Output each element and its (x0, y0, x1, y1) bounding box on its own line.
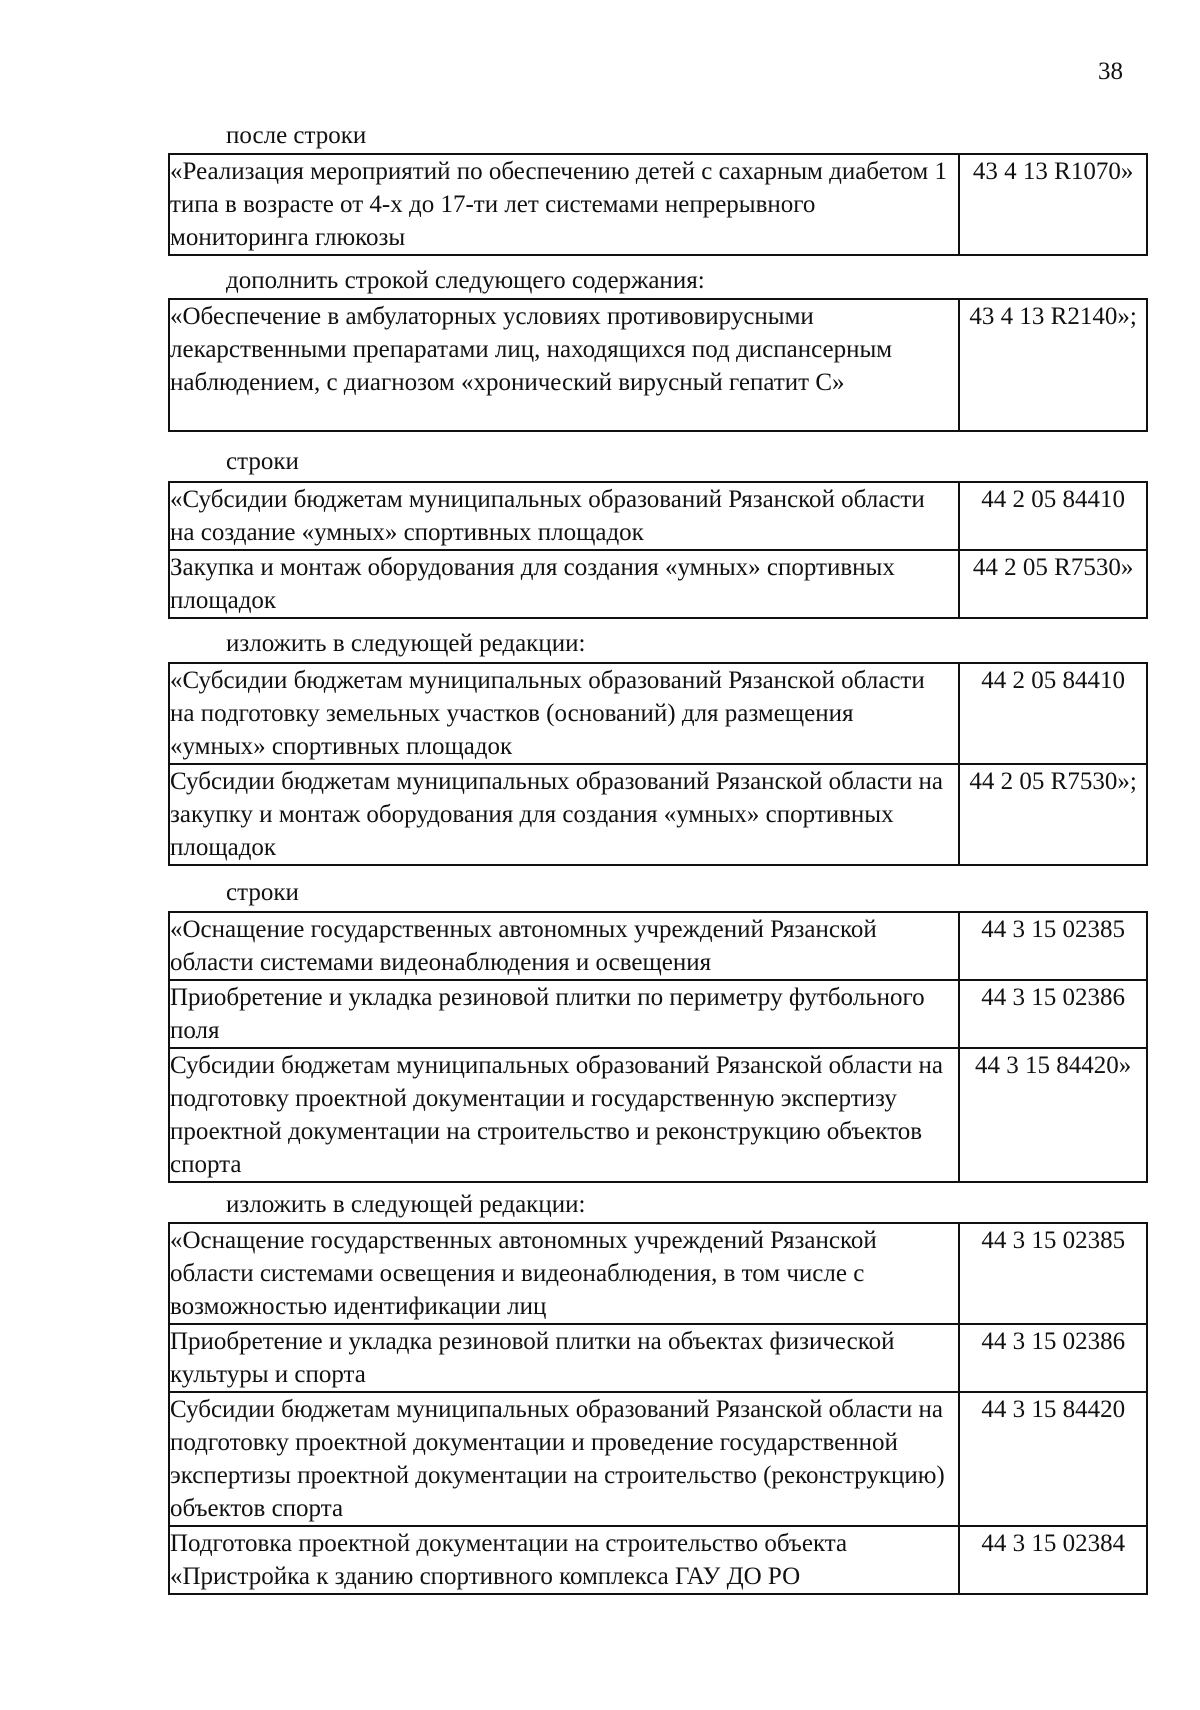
row-description: Закупка и монтаж оборудования для создания «умных» спортивных площадок (169, 550, 959, 618)
row-code: 44 3 15 02385 (959, 912, 1147, 980)
row-description: Субсидии бюджетам муниципальных образований Рязанской области на закупку и монтаж оборудования для создания «умных» спортивных площадок (169, 764, 959, 865)
row-code: 44 3 15 02386 (959, 980, 1147, 1048)
row-description: «Оснащение государственных автономных учреждений Рязанской области системами освещения и видеонаблюдения, в том числе с возможностью идентификации лиц (169, 1223, 959, 1324)
row-code: 44 3 15 02385 (959, 1223, 1147, 1324)
row-code: 44 3 15 84420» (959, 1048, 1147, 1182)
row-description: Субсидии бюджетам муниципальных образований Рязанской области на подготовку проектной документации и проведение государственной экспертизы проектной документации на строительство (реконструкцию) объектов спорта (169, 1392, 959, 1526)
amendment-table (168, 1222, 1148, 1595)
table-row (169, 550, 1147, 618)
intro-text: изложить в следующей редакции: (226, 1191, 586, 1218)
row-description: «Оснащение государственных автономных учреждений Рязанской области системами видеонаблюдения и освещения (169, 912, 959, 980)
row-description: «Обеспечение в амбулаторных условиях противовирусными лекарственными препаратами лиц, находящихся под диспансерным наблюдением, с диагнозом «хронический вирусный гепатит С» (169, 299, 959, 431)
row-code: 44 3 15 84420 (959, 1392, 1147, 1526)
row-description: «Реализация мероприятий по обеспечению детей с сахарным диабетом 1 типа в возрасте от 4-х до 17-ти лет системами непрерывного мониторинга глюкозы (169, 154, 959, 255)
row-code: 44 3 15 02384 (959, 1526, 1147, 1594)
intro-text: дополнить строкой следующего содержания: (226, 267, 705, 294)
row-code: 44 2 05 84410 (959, 663, 1147, 764)
row-description: Субсидии бюджетам муниципальных образований Рязанской области на подготовку проектной документации и государственную экспертизу проектной документации на строительство и реконструкцию объектов спорта (169, 1048, 959, 1182)
amendment-table (168, 481, 1148, 619)
table-row (169, 1048, 1147, 1182)
row-description: Приобретение и укладка резиновой плитки по периметру футбольного поля (169, 980, 959, 1048)
page-number: 38 (1098, 58, 1123, 85)
table-row (169, 912, 1147, 980)
amendment-table (168, 911, 1148, 1183)
table-row (169, 764, 1147, 865)
row-code: 44 2 05 84410 (959, 482, 1147, 550)
row-description: «Субсидии бюджетам муниципальных образований Рязанской области на подготовку земельных участков (оснований) для размещения «умных» спортивных площадок (169, 663, 959, 764)
table-row (169, 299, 1147, 431)
row-code: 44 3 15 02386 (959, 1324, 1147, 1392)
table-row (169, 980, 1147, 1048)
intro-text: строки (226, 448, 299, 475)
intro-text: изложить в следующей редакции: (226, 630, 586, 657)
table-row (169, 1392, 1147, 1526)
intro-text: после строки (226, 122, 367, 149)
amendment-table (168, 298, 1148, 432)
table-row (169, 482, 1147, 550)
table-row (169, 1324, 1147, 1392)
table-row (169, 1223, 1147, 1324)
table-row (169, 154, 1147, 255)
row-description: Подготовка проектной документации на строительство объекта «Пристройка к зданию спортивного комплекса ГАУ ДО РО (169, 1526, 959, 1594)
row-description: «Субсидии бюджетам муниципальных образований Рязанской области на создание «умных» спортивных площадок (169, 482, 959, 550)
row-code: 43 4 13 R1070» (959, 154, 1147, 255)
intro-text: строки (226, 879, 299, 906)
amendment-table (168, 153, 1148, 256)
row-code: 44 2 05 R7530»; (959, 764, 1147, 865)
row-code: 44 2 05 R7530» (959, 550, 1147, 618)
row-description: Приобретение и укладка резиновой плитки на объектах физической культуры и спорта (169, 1324, 959, 1392)
row-code: 43 4 13 R2140»; (959, 299, 1147, 431)
table-row (169, 1526, 1147, 1594)
table-row (169, 663, 1147, 764)
amendment-table (168, 662, 1148, 866)
